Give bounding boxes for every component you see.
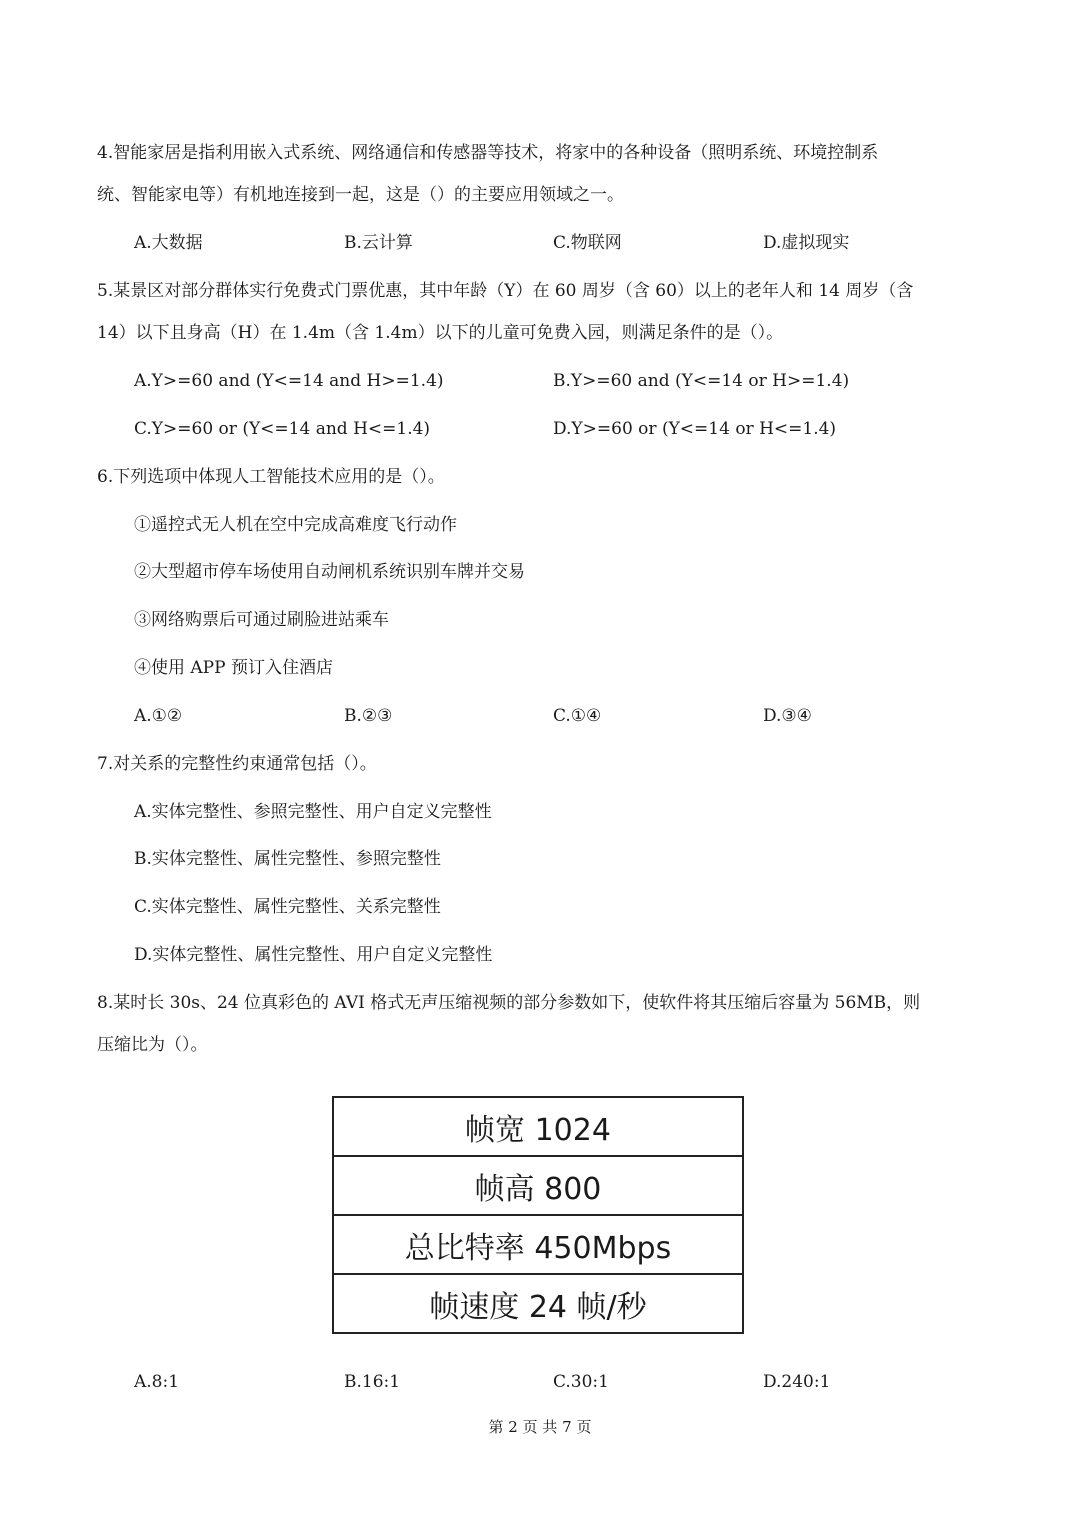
q6-option-d: D.③④	[763, 706, 812, 726]
q7-option-c: C.实体完整性、属性完整性、关系完整性	[134, 897, 441, 917]
video-parameters-table	[332, 1096, 744, 1334]
q6-item-1: ①遥控式无人机在空中完成高难度飞行动作	[134, 515, 457, 535]
table-row	[333, 1274, 743, 1333]
table-row	[333, 1156, 743, 1215]
q8-option-c: C.30:1	[553, 1372, 609, 1392]
table-row	[333, 1097, 743, 1156]
param-total-bitrate: 总比特率 450Mbps	[333, 1215, 743, 1274]
q5-option-a: A.Y>=60 and (Y<=14 and H>=1.4)	[134, 371, 444, 391]
q5-option-b: B.Y>=60 and (Y<=14 or H>=1.4)	[553, 371, 850, 391]
q6-item-4: ④使用 APP 预订入住酒店	[134, 658, 333, 678]
q8-stem-line2: 压缩比为（）。	[97, 1035, 208, 1055]
param-frame-height: 帧高 800	[333, 1156, 743, 1215]
q8-option-d: D.240:1	[763, 1372, 831, 1392]
q5-stem-line1: 5.某景区对部分群体实行免费式门票优惠，其中年龄（Y）在 60 周岁（含 60）以上的老年人和 14 周岁（含	[97, 281, 914, 301]
q6-option-c: C.①④	[553, 706, 602, 726]
table-row	[333, 1215, 743, 1274]
q4-option-d: D.虚拟现实	[763, 233, 850, 253]
q4-option-a: A.大数据	[134, 233, 203, 253]
q4-option-b: B.云计算	[344, 233, 413, 253]
q5-stem-line2: 14）以下且身高（H）在 1.4m（含 1.4m）以下的儿童可免费入园，则满足条件的是（）。	[97, 323, 784, 343]
q7-option-d: D.实体完整性、属性完整性、用户自定义完整性	[134, 945, 493, 965]
q7-option-a: A.实体完整性、参照完整性、用户自定义完整性	[134, 802, 492, 822]
q6-option-a: A.①②	[134, 706, 183, 726]
q7-stem: 7.对关系的完整性约束通常包括（）。	[97, 754, 377, 774]
q6-item-3: ③网络购票后可通过刷脸进站乘车	[134, 610, 389, 630]
q6-item-2: ②大型超市停车场使用自动闸机系统识别车牌并交易	[134, 562, 525, 582]
q8-stem-line1: 8.某时长 30s、24 位真彩色的 AVI 格式无声压缩视频的部分参数如下，使软件将其压缩后容量为 56MB，则	[97, 993, 921, 1013]
q4-stem-line1: 4.智能家居是指利用嵌入式系统、网络通信和传感器等技术，将家中的各种设备（照明系统、环境控制系	[97, 143, 879, 163]
param-frame-width: 帧宽 1024	[333, 1097, 743, 1156]
q4-stem-line2: 统、智能家电等）有机地连接到一起，这是（）的主要应用领域之一。	[97, 185, 624, 205]
param-frame-rate: 帧速度 24 帧/秒	[333, 1274, 743, 1333]
q6-option-b: B.②③	[344, 706, 393, 726]
q8-option-a: A.8:1	[134, 1372, 180, 1392]
q5-option-c: C.Y>=60 or (Y<=14 and H<=1.4)	[134, 419, 431, 439]
q8-option-b: B.16:1	[344, 1372, 401, 1392]
q5-option-d: D.Y>=60 or (Y<=14 or H<=1.4)	[553, 419, 837, 439]
q6-stem: 6.下列选项中体现人工智能技术应用的是（）。	[97, 467, 445, 487]
q7-option-b: B.实体完整性、属性完整性、参照完整性	[134, 849, 441, 869]
q4-option-c: C.物联网	[553, 233, 622, 253]
page-footer: 第 2 页 共 7 页	[488, 1418, 592, 1436]
